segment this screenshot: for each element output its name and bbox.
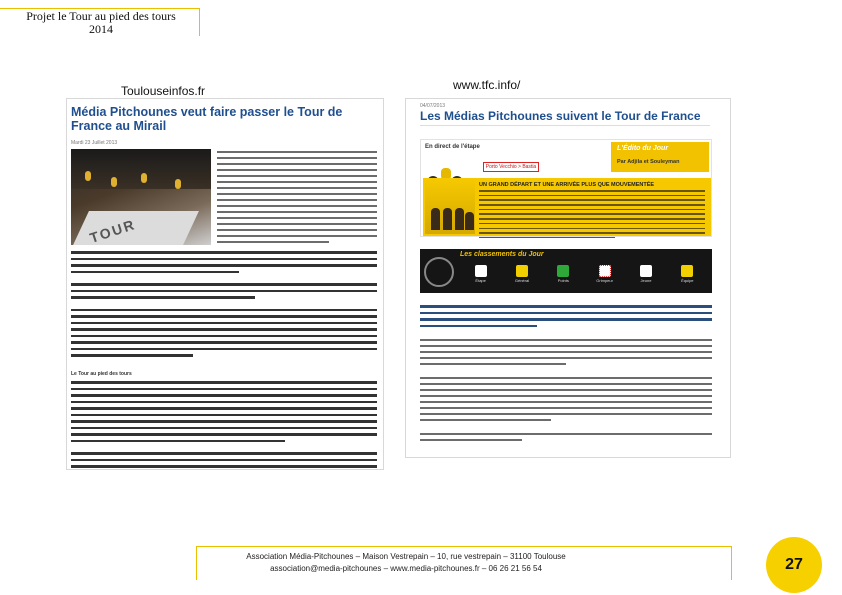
right-article-divider xyxy=(420,125,710,126)
edito-photo xyxy=(425,180,475,234)
jersey-label: Jeune xyxy=(640,278,652,283)
source-label-right: www.tfc.info/ xyxy=(453,78,521,92)
jersey-icon xyxy=(599,265,611,277)
right-article-date: 04/07/2013 xyxy=(420,103,446,109)
photo-figure xyxy=(175,179,181,189)
photo-figure xyxy=(111,177,117,187)
jersey-icon xyxy=(516,265,528,277)
cyclist-emblem-icon xyxy=(424,257,454,287)
right-article-clipping xyxy=(405,98,731,458)
photo-figure xyxy=(141,173,147,183)
edito-content-text xyxy=(479,190,705,242)
edito-content-box xyxy=(423,178,711,236)
photo-road-text: TOUR xyxy=(87,216,138,246)
page-number-badge: 27 xyxy=(766,537,822,593)
left-article-column-text xyxy=(217,151,377,247)
right-article-intro xyxy=(420,305,712,331)
rankings-panel xyxy=(420,249,712,293)
footer-contact: association@media-pitchounes – www.media-pitchounes.fr – 06 26 21 56 54 xyxy=(270,564,542,573)
jersey-icon xyxy=(557,265,569,277)
source-label-left: Toulouseinfos.fr xyxy=(121,84,206,98)
left-article-body-text xyxy=(71,251,377,361)
document-title-line1: Projet le Tour au pied des tours xyxy=(26,9,176,23)
left-article-clipping xyxy=(66,98,384,470)
jersey-icon xyxy=(475,265,487,277)
photo-figure xyxy=(85,171,91,181)
left-article-section-title: Le Tour au pied des tours xyxy=(71,371,132,377)
rankings-title: Les classements du Jour xyxy=(460,251,544,258)
footer-address: Association Média-Pitchounes – Maison Vestrepain – 10, rue vestrepain – 31100 Toulouse xyxy=(246,552,566,561)
jersey-item xyxy=(507,263,537,291)
jersey-item xyxy=(548,263,578,291)
left-article-section-text xyxy=(71,381,377,470)
edito-banner xyxy=(611,142,709,172)
edito-author: Par Adjila et Souleyman xyxy=(617,159,680,165)
document-title-line2: 2014 xyxy=(89,22,113,36)
jersey-item xyxy=(590,263,620,291)
jersey-item xyxy=(466,263,496,291)
stage-header: En direct de l'étape xyxy=(425,144,480,150)
left-article-date: Mardi 23 Juillet 2013 xyxy=(71,140,118,146)
right-article-body-text xyxy=(420,339,712,445)
stage-route-badge: Porto Vecchio > Bastia xyxy=(483,162,539,172)
stage-panel xyxy=(420,139,712,237)
right-article-headline: Les Médias Pitchounes suivent le Tour de France xyxy=(420,109,701,123)
jersey-label: Général xyxy=(514,278,530,283)
jersey-item xyxy=(631,263,661,291)
jersey-icon xyxy=(681,265,693,277)
jersey-label: Points xyxy=(557,278,569,283)
document-title xyxy=(6,10,196,36)
jersey-item xyxy=(672,263,702,291)
edito-title: L'Édito du Jour xyxy=(617,145,669,152)
rankings-jersey-list xyxy=(460,263,708,291)
jersey-label: Étape xyxy=(475,278,486,283)
edito-content-title: UN GRAND DÉPART ET UNE ARRIVÉE PLUS QUE MOUVEMENTÉE xyxy=(479,182,655,188)
jersey-label: Équipe xyxy=(681,278,694,283)
photo-sky xyxy=(71,149,211,189)
jersey-icon xyxy=(640,265,652,277)
jersey-label: Grimpeur xyxy=(596,278,613,283)
left-article-headline: Média Pitchounes veut faire passer le Tour de France au Mirail xyxy=(71,105,343,133)
left-article-photo xyxy=(71,149,211,245)
